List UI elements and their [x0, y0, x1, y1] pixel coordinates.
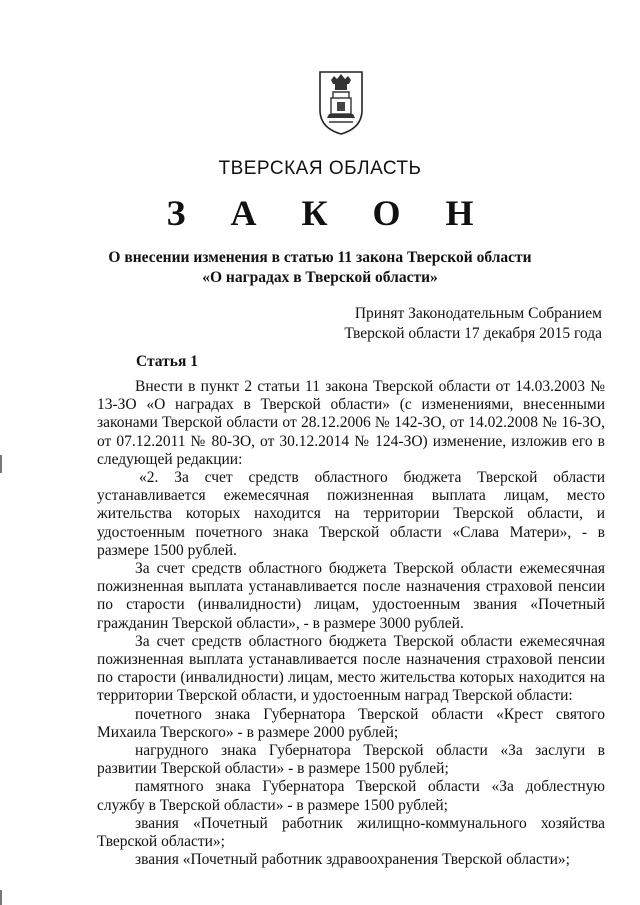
paragraph: почетного знака Губернатора Тверской области «Крест святого Михаила Тверского» - в размере 2000 рублей; — [97, 705, 605, 741]
scan-edge-mark — [0, 455, 2, 473]
adoption-note-line-1: Принят Законодательным Собранием — [354, 305, 602, 322]
paragraph: звания «Почетный работник жилищно-коммунального хозяйства Тверской области»; — [97, 814, 605, 851]
paragraph: нагрудного знака Губернатора Тверской области «За заслуги в развитии Тверской области» - в размере 1500 рублей; — [97, 742, 605, 778]
adoption-note-line-2: Тверской области 17 декабря 2015 года — [344, 325, 602, 342]
paragraph: Внести в пункт 2 статьи 11 закона Тверской области от 14.03.2003 № 13-ЗО «О наградах в Тверской области» (с изменениями, внесенными законами Тверской области от 28.12.2006 № 142-ЗО, от 14.02.2008 № 16-ЗО, от 07.12.2011 № 80-ЗО, от 30.12.2014 № 124-ЗО) изменение, изложив его в следующей редакции: — [97, 378, 605, 468]
scan-edge-mark — [0, 890, 2, 905]
tver-coat-of-arms-icon — [318, 70, 364, 136]
adoption-note — [344, 304, 602, 344]
article-body — [97, 378, 605, 869]
document-type-heading: З А К О Н — [166, 193, 492, 233]
paragraph: звания «Почетный работник здравоохранения Тверской области»; — [135, 851, 570, 869]
law-title-line-2: «О наградах в Тверской области» — [202, 269, 438, 286]
region-heading: ТВЕРСКАЯ ОБЛАСТЬ — [218, 158, 422, 179]
paragraph: памятного знака Губернатора Тверской области «За доблестную службу в Тверской области» - в размере 1500 рублей; — [97, 778, 605, 814]
law-title — [0, 248, 640, 288]
paragraph: «2. За счет средств областного бюджета Тверской области устанавливается ежемесячная пожизненная выплата лицам, место жительства которых находится на территории Тверской области, и удостоенным почетного знака Тверской области «Слава Матери», - в размере 1500 рублей. — [97, 469, 605, 559]
paragraph: За счет средств областного бюджета Тверской области ежемесячная пожизненная выплата устанавливается после назначения страховой пенсии по старости (инвалидности) лицам, удостоенным звания «Почетный гражданин Тверской области», - в размере 3000 рублей. — [97, 560, 605, 632]
paragraph: За счет средств областного бюджета Тверской области ежемесячная пожизненная выплата устанавливается после назначения страховой пенсии по старости (инвалидности) лицам, место жительства которых находится на территории Тверской области, и удостоенным наград Тверской области: — [97, 632, 605, 705]
article-heading: Статья 1 — [136, 353, 198, 370]
law-title-line-1: О внесении изменения в статью 11 закона Тверской области — [108, 249, 532, 266]
